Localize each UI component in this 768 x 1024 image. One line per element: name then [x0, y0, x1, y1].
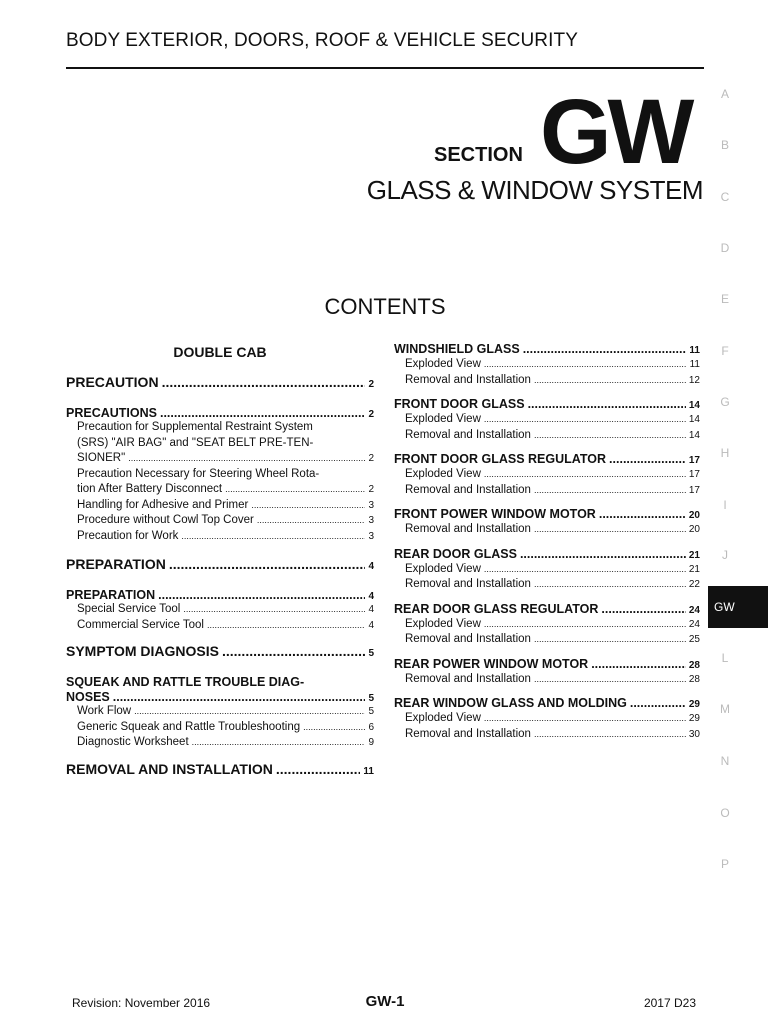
toc-entry-squeak-line1[interactable]: SQUEAK AND RATTLE TROUBLE DIAG-	[66, 675, 305, 689]
toc-entry-exploded-view[interactable]: Exploded View ..... 24	[394, 617, 700, 633]
toc-entry-exploded-view[interactable]: Exploded View ..... 14	[394, 412, 700, 428]
header-title: BODY EXTERIOR, DOORS, ROOF & VEHICLE SECURITY	[66, 30, 578, 51]
toc-entry-front-door-glass[interactable]: FRONT DOOR GLASS ..... 14	[394, 397, 700, 411]
header-divider	[66, 67, 704, 69]
toc-entry-preparation[interactable]: PREPARATION ..... 4	[66, 588, 374, 602]
section-code: GW	[540, 81, 691, 183]
toc-entry-exploded-view[interactable]: Exploded View ..... 17	[394, 467, 700, 483]
toc-entry-rear-power-window-motor[interactable]: REAR POWER WINDOW MOTOR ..... 28	[394, 657, 700, 671]
toc-entry-exploded-view[interactable]: Exploded View ..... 11	[394, 357, 700, 373]
toc-group-rear-door-regulator	[394, 602, 700, 648]
toc-group-front-door-glass	[394, 397, 700, 443]
side-index-active-tab[interactable]: GW	[708, 586, 768, 628]
footer-page-number: GW-1	[365, 993, 405, 1010]
toc-group-rear-door-glass	[394, 547, 700, 593]
side-index-letter-h[interactable]: H	[720, 446, 730, 460]
side-index-letter-f[interactable]: F	[721, 344, 729, 358]
cab-label: DOUBLE CAB	[173, 344, 267, 360]
toc-entry-commercial-tool[interactable]: Commercial Service Tool ..... 4	[66, 618, 374, 634]
toc-entry-removal-installation[interactable]: Removal and Installation ..... 12	[394, 373, 700, 389]
toc-right-column	[394, 342, 700, 751]
toc-entry-squeak[interactable]: NOSES ..... 5	[66, 690, 374, 704]
toc-group-front-door-regulator	[394, 452, 700, 498]
toc-entry-removal-installation[interactable]: Removal and Installation ..... 22	[394, 577, 700, 593]
toc-entry-srs[interactable]: SIONER" ..... 2	[66, 451, 374, 467]
side-index-letter-n[interactable]: N	[720, 754, 730, 768]
toc-group-rear-power-window-motor	[394, 657, 700, 688]
section-name: GLASS & WINDOW SYSTEM	[366, 175, 703, 205]
toc-entry-special-tool[interactable]: Special Service Tool ..... 4	[66, 602, 374, 618]
side-index-letter-a[interactable]: A	[720, 87, 729, 101]
toc-entry-front-door-glass-regulator[interactable]: FRONT DOOR GLASS REGULATOR ..... 17	[394, 452, 700, 466]
toc-group-rear-window-glass-molding	[394, 696, 700, 742]
side-index-letter-j[interactable]: J	[722, 548, 728, 562]
footer-model: 2017 D23	[643, 996, 696, 1010]
side-index-letter-g[interactable]: G	[720, 395, 730, 409]
side-index-letter-b[interactable]: B	[720, 138, 729, 152]
toc-entry-exploded-view[interactable]: Exploded View ..... 29	[394, 711, 700, 727]
toc-entry-work[interactable]: Precaution for Work ..... 3	[66, 529, 374, 545]
side-index-letter-p[interactable]: P	[720, 857, 729, 871]
section-word: SECTION	[434, 144, 523, 166]
toc-entry-windshield-glass[interactable]: WINDSHIELD GLASS ..... 11	[394, 342, 700, 356]
toc-entry-removal-installation[interactable]: Removal and Installation ..... 14	[394, 428, 700, 444]
side-index-letter-m[interactable]: M	[720, 702, 730, 716]
toc-left-column	[66, 342, 374, 777]
toc-entry-removal-installation[interactable]: Removal and Installation ..... 20	[394, 522, 700, 538]
toc-entry-removal-installation[interactable]: Removal and Installation ..... 28	[394, 672, 700, 688]
toc-group-windshield	[394, 342, 700, 388]
toc-entry-symptom-diagnosis[interactable]: SYMPTOM DIAGNOSIS ..... 5	[66, 643, 374, 659]
toc-entry-front-power-window-motor[interactable]: FRONT POWER WINDOW MOTOR ..... 20	[394, 507, 700, 521]
toc-entry-removal-installation[interactable]: Removal and Installation ..... 25	[394, 632, 700, 648]
toc-entry-srs-line2[interactable]: (SRS) "AIR BAG" and "SEAT BELT PRE-TEN-	[77, 436, 314, 449]
contents-title: CONTENTS	[324, 294, 446, 319]
toc-entry-cowl[interactable]: Procedure without Cowl Top Cover ..... 3	[66, 513, 374, 529]
toc-group-front-power-window-motor	[394, 507, 700, 538]
toc-entry-preparation-major[interactable]: PREPARATION ..... 4	[66, 556, 374, 572]
side-index-letter-c[interactable]: C	[720, 190, 730, 204]
footer-revision: Revision: November 2016	[72, 996, 211, 1010]
toc-entry-battery[interactable]: tion After Battery Disconnect ..... 2	[66, 482, 374, 498]
side-index-letter-o[interactable]: O	[720, 806, 730, 820]
toc-entry-rear-window-glass-molding[interactable]: REAR WINDOW GLASS AND MOLDING ..... 29	[394, 696, 700, 710]
toc-entry-adhesive[interactable]: Handling for Adhesive and Primer ..... 3	[66, 498, 374, 514]
side-index-letter-i[interactable]: I	[723, 498, 727, 512]
toc-entry-precaution[interactable]: PRECAUTION ..... 2	[66, 374, 374, 390]
toc-entry-precautions[interactable]: PRECAUTIONS ..... 2	[66, 406, 374, 420]
toc-entry-removal-installation[interactable]: REMOVAL AND INSTALLATION ..... 11	[66, 761, 374, 777]
toc-entry-srs-line1[interactable]: Precaution for Supplemental Restraint System	[77, 421, 313, 433]
toc-entry-work-flow[interactable]: Work Flow ..... 5	[66, 704, 374, 720]
toc-entry-removal-installation[interactable]: Removal and Installation ..... 17	[394, 483, 700, 499]
toc-entry-battery-line1[interactable]: Precaution Necessary for Steering Wheel Rota-	[77, 467, 320, 480]
side-index-letter-l[interactable]: L	[721, 651, 729, 665]
toc-entry-generic-squeak[interactable]: Generic Squeak and Rattle Troubleshooting ..... 6	[66, 720, 374, 736]
toc-entry-worksheet[interactable]: Diagnostic Worksheet ..... 9	[66, 735, 374, 751]
toc-entry-removal-installation[interactable]: Removal and Installation ..... 30	[394, 727, 700, 743]
toc-entry-exploded-view[interactable]: Exploded View ..... 21	[394, 562, 700, 578]
side-index-letter-d[interactable]: D	[720, 241, 730, 255]
toc-entry-rear-door-glass[interactable]: REAR DOOR GLASS ..... 21	[394, 547, 700, 561]
side-index-letter-e[interactable]: E	[720, 292, 729, 306]
toc-entry-rear-door-glass-regulator[interactable]: REAR DOOR GLASS REGULATOR ..... 24	[394, 602, 700, 616]
